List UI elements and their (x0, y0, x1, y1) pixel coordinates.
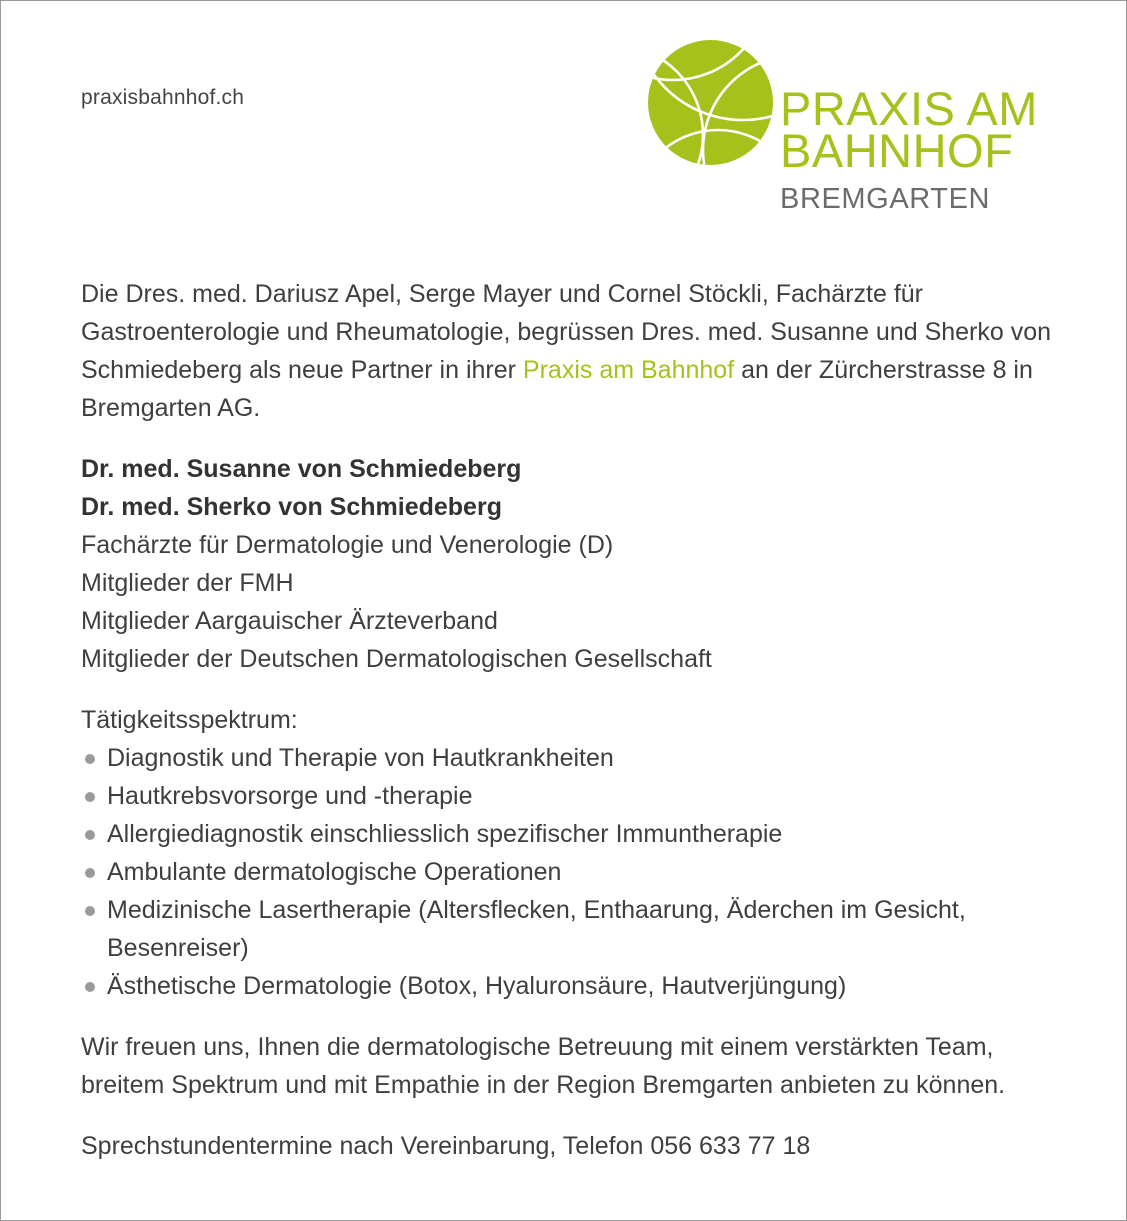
doctors-membership-3: Mitglieder der Deutschen Dermatologischen Gesellschaft (81, 645, 712, 673)
logo-subtitle: BREMGARTEN (780, 183, 991, 215)
bullet-icon (85, 906, 95, 916)
logo-line-1: PRAXIS AM (780, 82, 1038, 135)
logo-line-2: BAHNHOF (780, 124, 1014, 177)
doctors-membership-1: Mitglieder der FMH (81, 569, 294, 597)
list-item (81, 967, 1081, 1005)
logo-ball-icon (648, 40, 773, 165)
list-item-text: Allergiediagnostik einschliesslich spezifischer Immuntherapie (107, 820, 783, 848)
spectrum-block (81, 701, 1081, 1005)
logo-wordmark (780, 82, 1038, 177)
intro-text-after: an der Zürcherstrasse 8 in Bremgarten AG. (81, 356, 1033, 422)
list-item-text: Ambulante dermatologische Operationen (107, 858, 562, 886)
doctors-block (81, 450, 1081, 678)
spectrum-title: Tätigkeitsspektrum: (81, 706, 298, 734)
list-item (81, 777, 1081, 815)
bullet-icon (85, 792, 95, 802)
doctor-name-1: Dr. med. Susanne von Schmiedeberg (81, 455, 522, 483)
closing-paragraph: Wir freuen uns, Ihnen die dermatologische Betreuung mit einem verstärkten Team, breitem Spektrum und mit Empathie in der Region Bremgarten anbieten zu können. (81, 1033, 1006, 1099)
bullet-icon (85, 754, 95, 764)
list-item-text: Medizinische Lasertherapie (Altersflecken, Enthaarung, Äderchen im Gesicht, Besenreiser) (107, 896, 966, 962)
ad-body (81, 275, 1081, 1165)
bullet-icon (85, 868, 95, 878)
list-item (81, 853, 1081, 891)
list-item (81, 815, 1081, 853)
list-item-text: Hautkrebsvorsorge und -therapie (107, 782, 473, 810)
doctor-name-2: Dr. med. Sherko von Schmiedeberg (81, 493, 502, 521)
bullet-icon (85, 830, 95, 840)
doctors-specialty: Fachärzte für Dermatologie und Venerologie (D) (81, 531, 614, 559)
website-url: praxisbahnhof.ch (81, 86, 245, 109)
spectrum-list (81, 739, 1081, 1005)
list-item (81, 891, 1081, 967)
list-item (81, 739, 1081, 777)
bullet-icon (85, 982, 95, 992)
list-item-text: Diagnostik und Therapie von Hautkrankheiten (107, 744, 614, 772)
list-item-text: Ästhetische Dermatologie (Botox, Hyaluronsäure, Hautverjüngung) (107, 972, 847, 1000)
intro-text-before: Die Dres. med. Dariusz Apel, Serge Mayer und Cornel Stöckli, Fachärzte für Gastroenterologie und Rheumatologie, begrüssen Dres. med. Susanne und Sherko von Schmiedeberg als neue Partner in ihrer (81, 280, 1052, 384)
contact-line: Sprechstundentermine nach Vereinbarung, Telefon 056 633 77 18 (81, 1132, 811, 1160)
doctors-membership-2: Mitglieder Aargauischer Ärzteverband (81, 607, 498, 635)
intro-practice-name: Praxis am Bahnhof (522, 356, 735, 384)
intro-paragraph (81, 275, 1081, 427)
